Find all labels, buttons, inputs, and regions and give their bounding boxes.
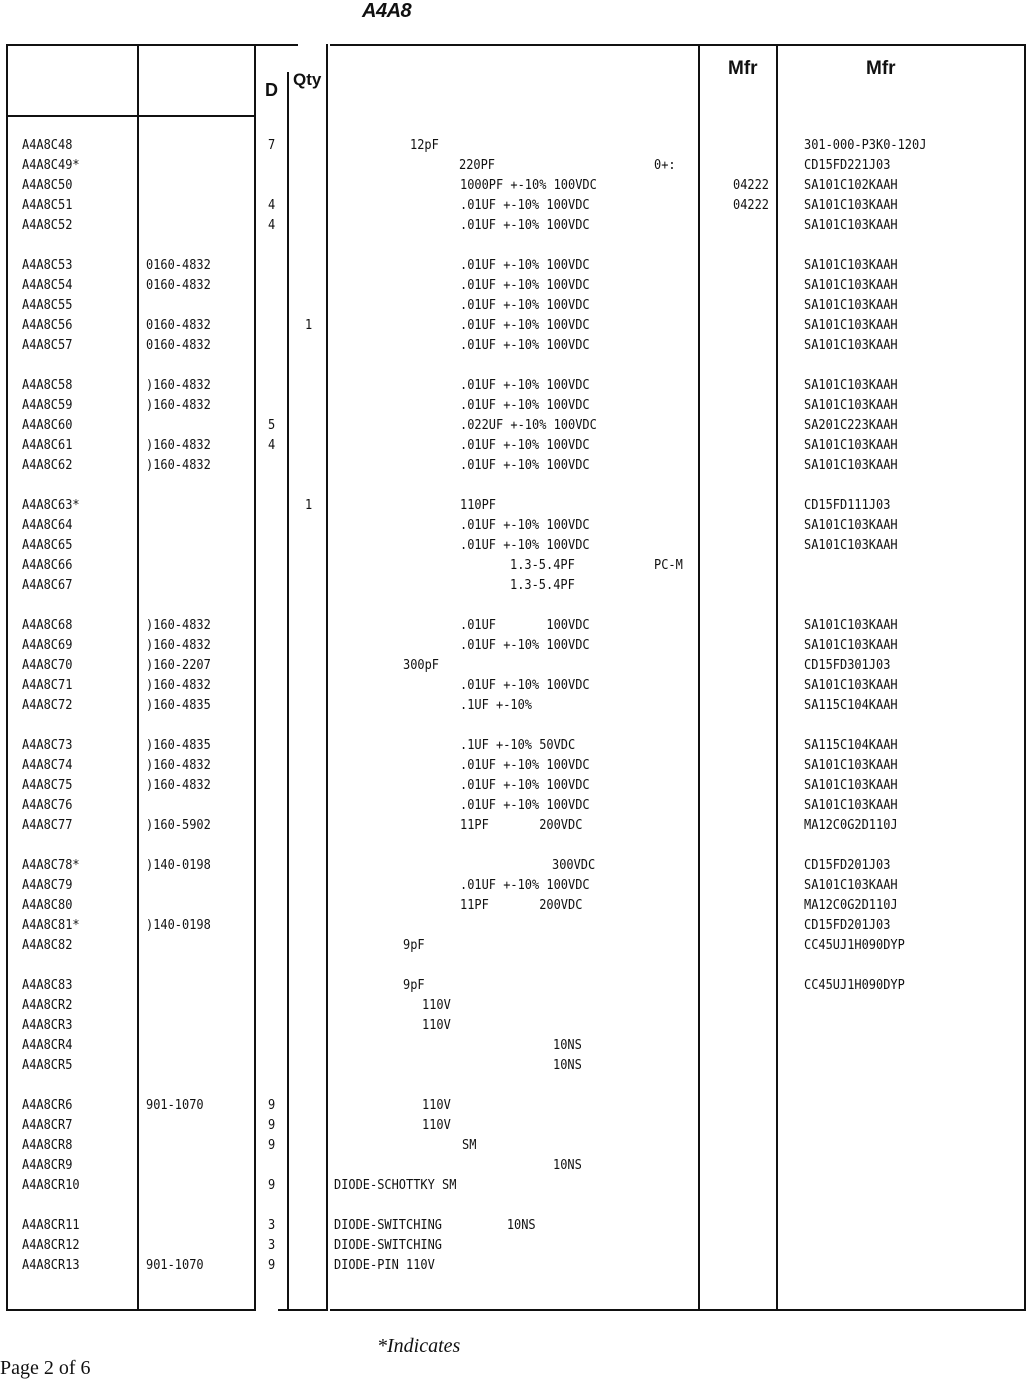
description: 10NS	[553, 1058, 582, 1073]
description: .01UF +-10% 100VDC	[460, 758, 590, 773]
d-value: 4	[268, 198, 276, 213]
top-rule-right	[330, 44, 1026, 46]
part-number: 0160-4832	[146, 258, 211, 273]
mfr-part-number: SA101C103KAAH	[804, 878, 898, 893]
description: .01UF +-10% 100VDC	[460, 198, 590, 213]
description: 110V	[422, 1098, 451, 1113]
part-number: )160-4832	[146, 758, 211, 773]
ref-designator: A4A8CR6	[22, 1098, 73, 1113]
ref-designator: A4A8CR8	[22, 1138, 73, 1153]
ref-designator: A4A8C79	[22, 878, 73, 893]
part-number: 0160-4832	[146, 278, 211, 293]
ref-designator: A4A8C69	[22, 638, 73, 653]
header-qty: Qty	[293, 70, 322, 89]
description: .1UF +-10%	[460, 698, 533, 713]
col-line-3	[287, 72, 289, 1311]
description: 220PF	[459, 158, 496, 173]
description: 110PF	[460, 498, 497, 513]
ref-designator: A4A8CR7	[22, 1118, 73, 1133]
description: .01UF +-10% 100VDC	[460, 518, 590, 533]
ref-designator: A4A8C54	[22, 278, 73, 293]
mfr-code: 04222	[733, 198, 770, 213]
col-line-2	[254, 44, 256, 1311]
description: 10NS	[553, 1038, 582, 1053]
mfr-part-number: CD15FD201J03	[804, 858, 891, 873]
ref-designator: A4A8C68	[22, 618, 73, 633]
description: .01UF +-10% 100VDC	[460, 798, 590, 813]
ref-designator: A4A8C65	[22, 538, 73, 553]
description: DIODE-PIN 110V	[334, 1258, 435, 1273]
mfr-part-number: MA12C0G2D110J	[804, 898, 898, 913]
mfr-part-number: SA101C103KAAH	[804, 758, 898, 773]
mfr-part-number: CD15FD301J03	[804, 658, 891, 673]
description-extra: PC-M	[654, 558, 683, 573]
ref-designator: A4A8CR5	[22, 1058, 73, 1073]
description: .01UF +-10% 100VDC	[460, 538, 590, 553]
description: .01UF +-10% 100VDC	[460, 638, 590, 653]
part-number: )160-4835	[146, 698, 211, 713]
ref-designator: A4A8C55	[22, 298, 73, 313]
ref-designator: A4A8C76	[22, 798, 73, 813]
description: .01UF 100VDC	[460, 618, 590, 633]
col-line-6	[776, 44, 778, 1311]
part-number: 0160-4832	[146, 338, 211, 353]
mfr-part-number: SA101C103KAAH	[804, 438, 898, 453]
mfr-part-number: SA101C103KAAH	[804, 458, 898, 473]
description: 300pF	[403, 658, 440, 673]
mfr-part-number: MA12C0G2D110J	[804, 818, 898, 833]
part-number: )160-4832	[146, 778, 211, 793]
ref-designator: A4A8C72	[22, 698, 73, 713]
mfr-part-number: SA101C103KAAH	[804, 218, 898, 233]
description: .01UF +-10% 100VDC	[460, 878, 590, 893]
bottom-rule-right	[330, 1309, 1026, 1311]
ref-designator: A4A8C62	[22, 458, 73, 473]
part-number: )140-0198	[146, 918, 211, 933]
ref-designator: A4A8C61	[22, 438, 73, 453]
part-number: )160-4832	[146, 438, 211, 453]
mfr-part-number: SA101C103KAAH	[804, 398, 898, 413]
description: .01UF +-10% 100VDC	[460, 278, 590, 293]
mfr-part-number: CD15FD201J03	[804, 918, 891, 933]
ref-designator: A4A8C77	[22, 818, 73, 833]
qty-value: 1	[305, 498, 313, 513]
ref-designator: A4A8C50	[22, 178, 73, 193]
ref-designator: A4A8C57	[22, 338, 73, 353]
description: .01UF +-10% 100VDC	[460, 218, 590, 233]
header-d: D	[265, 80, 278, 100]
description: 110V	[422, 1118, 451, 1133]
mfr-part-number: SA101C103KAAH	[804, 518, 898, 533]
ref-designator: A4A8C48	[22, 138, 73, 153]
description: 1.3-5.4PF	[510, 558, 575, 573]
ref-designator: A4A8C49*	[22, 158, 80, 173]
mfr-part-number: SA101C103KAAH	[804, 298, 898, 313]
ref-designator: A4A8C56	[22, 318, 73, 333]
description: .01UF +-10% 100VDC	[460, 298, 590, 313]
mfr-part-number: 301-000-P3K0-120J	[804, 138, 927, 153]
ref-designator: A4A8C74	[22, 758, 73, 773]
description: 1000PF +-10% 100VDC	[460, 178, 597, 193]
col-line-1	[137, 44, 139, 1311]
description: 11PF 200VDC	[460, 898, 583, 913]
mfr-part-number: SA115C104KAAH	[804, 738, 898, 753]
mfr-part-number: SA101C103KAAH	[804, 258, 898, 273]
description-extra: 0+:	[654, 158, 676, 173]
ref-designator: A4A8CR9	[22, 1158, 73, 1173]
part-number: 901-1070	[146, 1098, 204, 1113]
ref-designator: A4A8C53	[22, 258, 73, 273]
ref-designator: A4A8CR10	[22, 1178, 80, 1193]
description: .01UF +-10% 100VDC	[460, 338, 590, 353]
description: .01UF +-10% 100VDC	[460, 318, 590, 333]
part-number: )160-4832	[146, 398, 211, 413]
document-title: A4A8	[362, 0, 412, 22]
description: .01UF +-10% 100VDC	[460, 398, 590, 413]
ref-designator: A4A8C59	[22, 398, 73, 413]
mfr-part-number: SA115C104KAAH	[804, 698, 898, 713]
ref-designator: A4A8C58	[22, 378, 73, 393]
part-number: )160-4832	[146, 638, 211, 653]
ref-designator: A4A8C82	[22, 938, 73, 953]
description: .022UF +-10% 100VDC	[460, 418, 597, 433]
part-number: )160-4832	[146, 618, 211, 633]
ref-designator: A4A8C67	[22, 578, 73, 593]
description: .01UF +-10% 100VDC	[460, 378, 590, 393]
d-value: 9	[268, 1138, 276, 1153]
mfr-part-number: SA101C103KAAH	[804, 318, 898, 333]
ref-designator: A4A8CR4	[22, 1038, 73, 1053]
mfr-part-number: SA101C103KAAH	[804, 198, 898, 213]
mfr-code: 04222	[733, 178, 770, 193]
part-number: )160-5902	[146, 818, 211, 833]
description: 9pF	[403, 978, 425, 993]
d-value: 4	[268, 218, 276, 233]
mfr-part-number: SA101C102KAAH	[804, 178, 898, 193]
description: 11PF 200VDC	[460, 818, 583, 833]
d-value: 9	[268, 1118, 276, 1133]
description: 300VDC	[552, 858, 596, 873]
ref-designator: A4A8CR3	[22, 1018, 73, 1033]
ref-designator: A4A8C83	[22, 978, 73, 993]
part-number: 901-1070	[146, 1258, 204, 1273]
d-value: 3	[268, 1218, 276, 1233]
part-number: 0160-4832	[146, 318, 211, 333]
description: .01UF +-10% 100VDC	[460, 778, 590, 793]
ref-designator: A4A8C80	[22, 898, 73, 913]
mfr-part-number: SA101C103KAAH	[804, 618, 898, 633]
qty-value: 1	[305, 318, 313, 333]
mfr-part-number: CD15FD111J03	[804, 498, 891, 513]
description: .1UF +-10% 50VDC	[460, 738, 576, 753]
ref-designator: A4A8C81*	[22, 918, 80, 933]
footnote: *Indicates	[377, 1335, 461, 1357]
part-number: )160-4835	[146, 738, 211, 753]
col-line-7	[1024, 44, 1026, 1311]
d-value: 9	[268, 1178, 276, 1193]
part-number: )160-4832	[146, 378, 211, 393]
description: 10NS	[553, 1158, 582, 1173]
description: DIODE-SWITCHING	[334, 1238, 443, 1253]
d-value: 5	[268, 418, 276, 433]
description: .01UF +-10% 100VDC	[460, 678, 590, 693]
ref-designator: A4A8C78*	[22, 858, 80, 873]
bottom-rule-left	[6, 1309, 256, 1311]
description: SM	[462, 1138, 477, 1153]
ref-designator: A4A8C64	[22, 518, 73, 533]
d-value: 7	[268, 138, 276, 153]
ref-designator: A4A8C73	[22, 738, 73, 753]
mfr-part-number: SA201C223KAAH	[804, 418, 898, 433]
ref-designator: A4A8C60	[22, 418, 73, 433]
mfr-part-number: CD15FD221J03	[804, 158, 891, 173]
ref-designator: A4A8C71	[22, 678, 73, 693]
description: DIODE-SWITCHING 10NS	[334, 1218, 536, 1233]
description: .01UF +-10% 100VDC	[460, 438, 590, 453]
ref-designator: A4A8C75	[22, 778, 73, 793]
mfr-part-number: SA101C103KAAH	[804, 378, 898, 393]
ref-designator: A4A8C63*	[22, 498, 80, 513]
mfr-part-number: SA101C103KAAH	[804, 278, 898, 293]
bottom-rule-mid	[278, 1309, 328, 1311]
mfr-part-number: SA101C103KAAH	[804, 338, 898, 353]
mfr-part-number: SA101C103KAAH	[804, 678, 898, 693]
description: DIODE-SCHOTTKY SM	[334, 1178, 457, 1193]
d-value: 9	[268, 1258, 276, 1273]
description: 12pF	[410, 138, 439, 153]
mfr-part-number: SA101C103KAAH	[804, 798, 898, 813]
part-number: )160-4832	[146, 458, 211, 473]
description: 110V	[422, 998, 451, 1013]
header-mfr-code: Mfr	[728, 58, 758, 79]
header-rule-left	[6, 115, 256, 117]
mfr-part-number: CC45UJ1H090DYP	[804, 938, 905, 953]
ref-designator: A4A8CR2	[22, 998, 73, 1013]
d-value: 9	[268, 1098, 276, 1113]
ref-designator: A4A8C66	[22, 558, 73, 573]
description: 1.3-5.4PF	[510, 578, 575, 593]
d-value: 4	[268, 438, 276, 453]
part-number: )140-0198	[146, 858, 211, 873]
col-line-0	[6, 44, 8, 1311]
header-mfr-part: Mfr	[866, 58, 896, 79]
col-line-4	[326, 44, 328, 1311]
description: .01UF +-10% 100VDC	[460, 258, 590, 273]
mfr-part-number: SA101C103KAAH	[804, 538, 898, 553]
page-number: Page 2 of 6	[0, 1357, 91, 1379]
ref-designator: A4A8CR13	[22, 1258, 80, 1273]
mfr-part-number: SA101C103KAAH	[804, 778, 898, 793]
ref-designator: A4A8CR11	[22, 1218, 80, 1233]
col-line-5	[698, 44, 700, 1311]
ref-designator: A4A8C52	[22, 218, 73, 233]
description: 110V	[422, 1018, 451, 1033]
d-value: 3	[268, 1238, 276, 1253]
part-number: )160-4832	[146, 678, 211, 693]
mfr-part-number: SA101C103KAAH	[804, 638, 898, 653]
description: 9pF	[403, 938, 425, 953]
ref-designator: A4A8CR12	[22, 1238, 80, 1253]
part-number: )160-2207	[146, 658, 211, 673]
ref-designator: A4A8C51	[22, 198, 73, 213]
ref-designator: A4A8C70	[22, 658, 73, 673]
description: .01UF +-10% 100VDC	[460, 458, 590, 473]
mfr-part-number: CC45UJ1H090DYP	[804, 978, 905, 993]
